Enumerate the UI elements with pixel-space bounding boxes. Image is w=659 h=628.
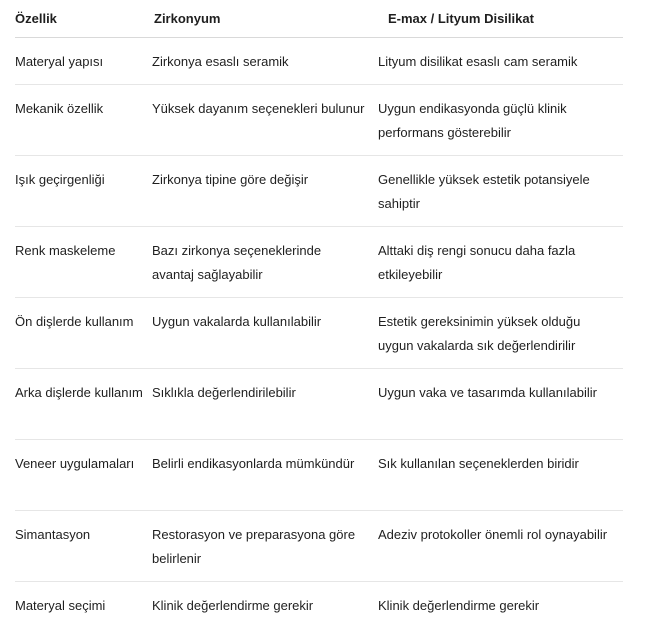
cell-feature: Materyal yapısı (15, 38, 152, 85)
table-row (15, 369, 623, 440)
cell-emax: Uygun vaka ve tasarımda kullanılabilir (378, 369, 623, 440)
table-row (15, 511, 623, 582)
header-feature: Özellik (15, 0, 152, 38)
cell-emax: Uygun endikasyonda güçlü klinik performans gösterebilir (378, 85, 623, 156)
cell-zirconia: Sıklıkla değerlendirilebilir (152, 369, 378, 440)
cell-emax: Sık kullanılan seçeneklerden biridir (378, 440, 623, 511)
cell-emax: Estetik gereksinimin yüksek olduğu uygun vakalarda sık değerlendirilir (378, 298, 623, 369)
cell-emax: Alttaki diş rengi sonucu daha fazla etkileyebilir (378, 227, 623, 298)
header-zirconia: Zirkonyum (152, 0, 378, 38)
table-row (15, 227, 623, 298)
table-row (15, 298, 623, 369)
cell-feature: Mekanik özellik (15, 85, 152, 156)
cell-feature: Işık geçirgenliği (15, 156, 152, 227)
cell-zirconia: Yüksek dayanım seçenekleri bulunur (152, 85, 378, 156)
cell-zirconia: Restorasyon ve preparasyona göre belirlenir (152, 511, 378, 582)
table-body (15, 38, 623, 628)
cell-feature: Materyal seçimi (15, 582, 152, 628)
cell-zirconia: Klinik değerlendirme gerekir (152, 582, 378, 628)
cell-feature: Arka dişlerde kullanım (15, 369, 152, 440)
header-emax: E-max / Lityum Disilikat (378, 0, 623, 38)
cell-feature: Renk maskeleme (15, 227, 152, 298)
cell-feature: Simantasyon (15, 511, 152, 582)
cell-zirconia: Belirli endikasyonlarda mümkündür (152, 440, 378, 511)
cell-feature: Ön dişlerde kullanım (15, 298, 152, 369)
cell-zirconia: Zirkonya tipine göre değişir (152, 156, 378, 227)
comparison-table-container (15, 0, 623, 628)
table-header (15, 0, 623, 38)
table-row (15, 156, 623, 227)
table-row (15, 440, 623, 511)
cell-zirconia: Uygun vakalarda kullanılabilir (152, 298, 378, 369)
table-row (15, 582, 623, 628)
cell-zirconia: Zirkonya esaslı seramik (152, 38, 378, 85)
cell-zirconia: Bazı zirkonya seçeneklerinde avantaj sağlayabilir (152, 227, 378, 298)
cell-emax: Adeziv protokoller önemli rol oynayabilir (378, 511, 623, 582)
cell-emax: Lityum disilikat esaslı cam seramik (378, 38, 623, 85)
table-row (15, 85, 623, 156)
table-row (15, 38, 623, 85)
comparison-table (15, 0, 623, 628)
cell-feature: Veneer uygulamaları (15, 440, 152, 511)
cell-emax: Genellikle yüksek estetik potansiyele sahiptir (378, 156, 623, 227)
header-row (15, 0, 623, 38)
cell-emax: Klinik değerlendirme gerekir (378, 582, 623, 628)
